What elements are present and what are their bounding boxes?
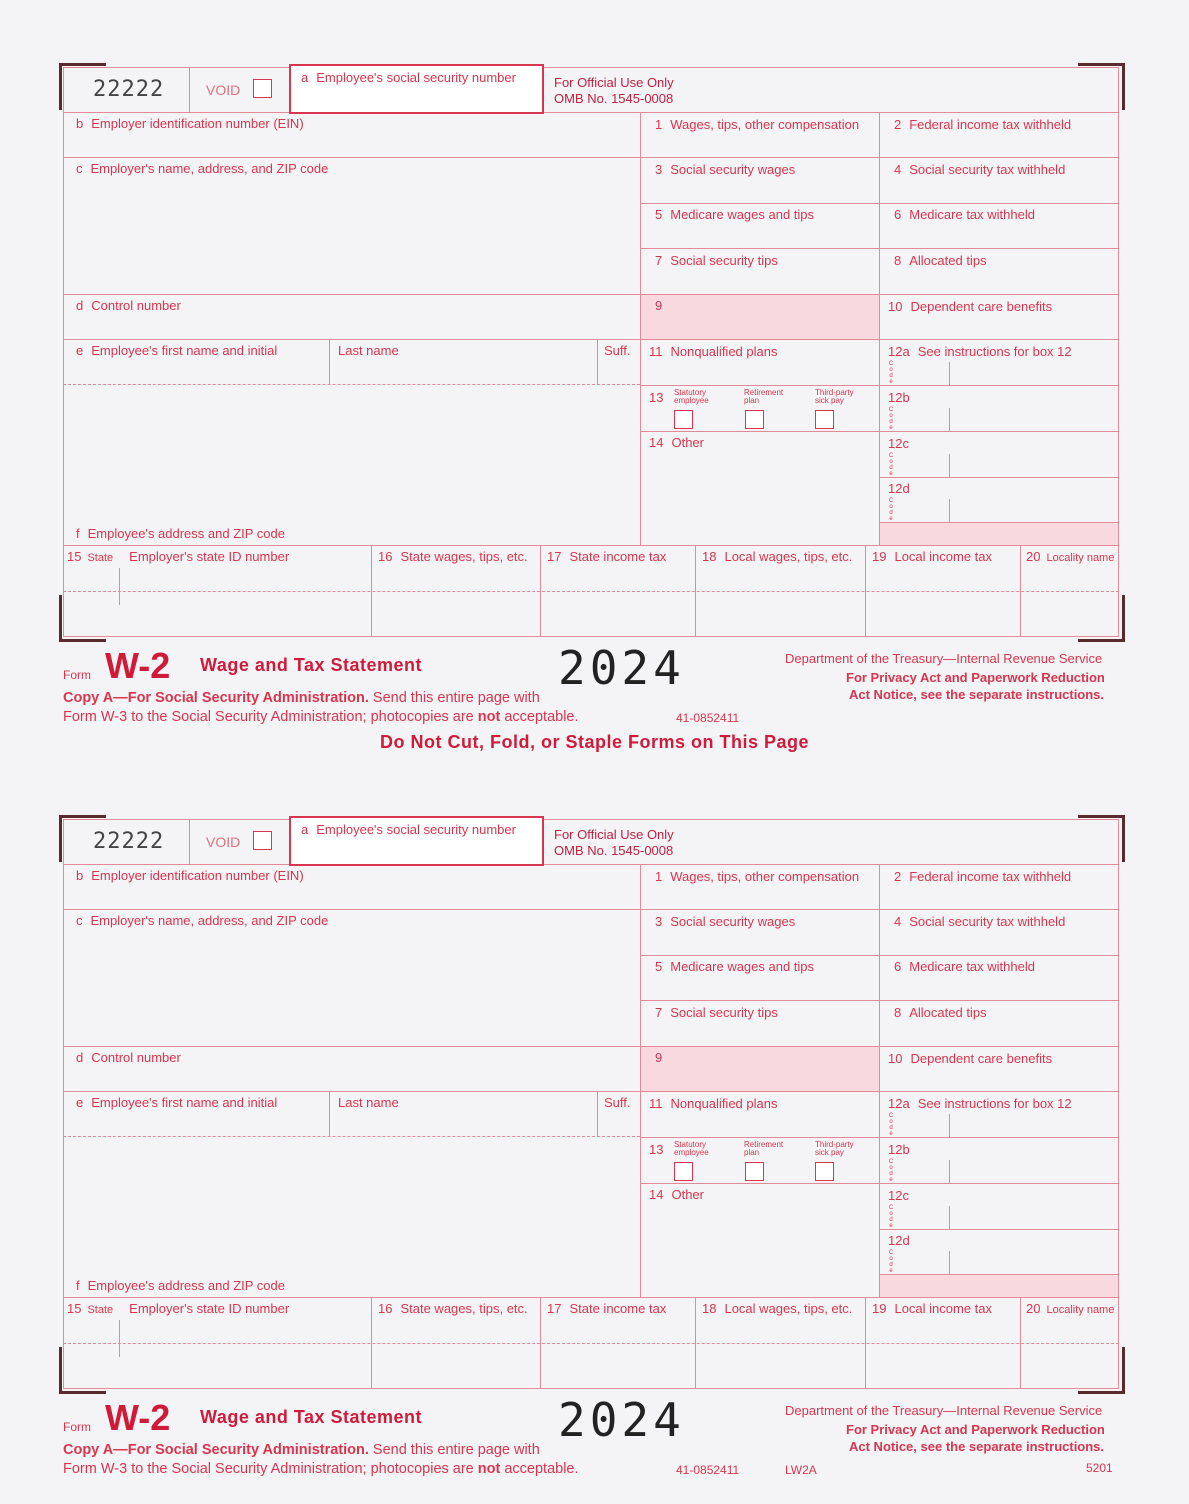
box-12c-label: 12c	[888, 436, 909, 451]
retirement-checkbox[interactable]	[745, 1162, 764, 1181]
box-11-label: 11 Nonqualified plans	[649, 1096, 778, 1111]
corner-mark	[1078, 595, 1125, 642]
corner-mark	[59, 595, 106, 642]
code-letters: C o d e	[888, 361, 894, 385]
box-12d-label: 12d	[888, 1233, 910, 1248]
box-17-label: 17 State income tax	[547, 1301, 667, 1316]
official-use: For Official Use Only	[554, 827, 674, 842]
box-16-label: 16 State wages, tips, etc.	[378, 549, 528, 564]
page-code: 5201	[1086, 1461, 1113, 1475]
box-12a-label: 12a See instructions for box 12	[888, 344, 1072, 359]
box-11-label: 11 Nonqualified plans	[649, 344, 778, 359]
box-20-label: 20 Locality name	[1026, 1301, 1115, 1316]
box-19-label: 19 Local income tax	[872, 1301, 993, 1316]
third-party-label: Third-party sick pay	[815, 1140, 854, 1157]
void-checkbox[interactable]	[253, 831, 272, 850]
box-4-label: 4 Social security tax withheld	[894, 914, 1066, 929]
dept-treasury: Department of the Treasury—Internal Revenue Service	[785, 1403, 1103, 1418]
form-word: Form	[63, 668, 91, 682]
tax-year: 2024	[558, 1393, 685, 1447]
form-title: Wage and Tax Statement	[200, 655, 423, 675]
box-14-label: 14 Other	[649, 1187, 704, 1202]
retirement-label: Retirement plan	[744, 388, 784, 405]
box-12a-label: 12a See instructions for box 12	[888, 1096, 1072, 1111]
form-title: Wage and Tax Statement	[200, 1407, 423, 1427]
box-9-shade	[641, 295, 879, 339]
code-letters: C o d e	[888, 453, 894, 477]
box-18-label: 18 Local wages, tips, etc.	[702, 549, 853, 564]
box-12c-label: 12c	[888, 1188, 909, 1203]
box-8-label: 8 Allocated tips	[894, 1005, 987, 1020]
official-use: For Official Use Only	[554, 75, 674, 90]
last-name-label: Last name	[338, 1095, 399, 1110]
box-12d-label: 12d	[888, 481, 910, 496]
box-17-label: 17 State income tax	[547, 549, 667, 564]
privacy-notice-2: Act Notice, see the separate instructions.	[849, 1439, 1105, 1454]
code-letters: C o d e	[888, 1159, 894, 1183]
box-10-label: 10 Dependent care benefits	[888, 299, 1053, 314]
void-label: VOID	[206, 82, 241, 98]
box-c-label: c Employer's name, address, and ZIP code	[76, 161, 329, 176]
omb-number: OMB No. 1545-0008	[554, 843, 674, 858]
box-12b-label: 12b	[888, 390, 910, 405]
copy-a-line-1: Copy A—For Social Security Administration. Send this entire page with	[63, 690, 540, 706]
void-checkbox[interactable]	[253, 79, 272, 98]
code-letters: C o d e	[888, 407, 894, 431]
box-13-label: 13	[649, 390, 664, 405]
box-14-label: 14 Other	[649, 435, 704, 450]
box-c-label: c Employer's name, address, and ZIP code	[76, 913, 329, 928]
box-12-shade	[880, 523, 1118, 545]
last-name-label: Last name	[338, 343, 399, 358]
w2-form-bottom	[0, 752, 1189, 1504]
suffix-label: Suff.	[604, 1095, 631, 1110]
code-letters: C o d e	[888, 498, 894, 522]
dept-treasury: Department of the Treasury—Internal Revenue Service	[785, 651, 1103, 666]
omb-number: OMB No. 1545-0008	[554, 91, 674, 106]
box-5-label: 5 Medicare wages and tips	[655, 207, 815, 222]
void-label: VOID	[206, 834, 241, 850]
code-letters: C o d e	[888, 1250, 894, 1274]
corner-mark	[1078, 1347, 1125, 1394]
form-name: W-2	[105, 645, 171, 686]
code-letters: C o d e	[888, 1205, 894, 1229]
form-name: W-2	[105, 1397, 171, 1438]
code-letters: C o d e	[888, 1113, 894, 1137]
box-5-label: 5 Medicare wages and tips	[655, 959, 815, 974]
box-a-label: a Employee's social security number	[301, 822, 516, 837]
box-12b-label: 12b	[888, 1142, 910, 1157]
statutory-checkbox[interactable]	[674, 410, 693, 429]
third-party-checkbox[interactable]	[815, 1162, 834, 1181]
catalog-number: 41-0852411	[676, 711, 740, 725]
box-f-label: f Employee's address and ZIP code	[76, 1278, 285, 1293]
box-d-label: d Control number	[76, 298, 181, 313]
privacy-notice-1: For Privacy Act and Paperwork Reduction	[846, 670, 1105, 685]
third-party-checkbox[interactable]	[815, 410, 834, 429]
statutory-label: Statutory employee	[674, 388, 709, 405]
privacy-notice-2: Act Notice, see the separate instructions.	[849, 687, 1105, 702]
form-code: 22222	[93, 829, 165, 854]
box-20-label: 20 Locality name	[1026, 549, 1115, 564]
box-9-label: 9	[655, 298, 663, 313]
box-19-label: 19 Local income tax	[872, 549, 993, 564]
box-d-label: d Control number	[76, 1050, 181, 1065]
retirement-checkbox[interactable]	[745, 410, 764, 429]
box-16-label: 16 State wages, tips, etc.	[378, 1301, 528, 1316]
box-e-label: e Employee's first name and initial	[76, 1095, 278, 1110]
box-7-label: 7 Social security tips	[655, 253, 778, 268]
box-a-label: a Employee's social security number	[301, 70, 516, 85]
box-8-label: 8 Allocated tips	[894, 253, 987, 268]
box-4-label: 4 Social security tax withheld	[894, 162, 1066, 177]
box-2-label: 2 Federal income tax withheld	[894, 117, 1072, 132]
box-9-shade	[641, 1047, 879, 1091]
corner-mark	[1078, 815, 1125, 862]
box-6-label: 6 Medicare tax withheld	[894, 207, 1035, 222]
statutory-checkbox[interactable]	[674, 1162, 693, 1181]
corner-mark	[1078, 63, 1125, 110]
copy-a-line-2: Form W-3 to the Social Security Administration; photocopies are not acceptable.	[63, 1461, 579, 1477]
box-3-label: 3 Social security wages	[655, 162, 796, 177]
box-2-label: 2 Federal income tax withheld	[894, 869, 1072, 884]
box-3-label: 3 Social security wages	[655, 914, 796, 929]
tax-year: 2024	[558, 641, 685, 695]
form-code: 22222	[93, 77, 165, 102]
box-f-label: f Employee's address and ZIP code	[76, 526, 285, 541]
catalog-number: 41-0852411	[676, 1463, 740, 1477]
statutory-label: Statutory employee	[674, 1140, 709, 1157]
third-party-label: Third-party sick pay	[815, 388, 854, 405]
do-not-cut-warning: Do Not Cut, Fold, or Staple Forms on This Page	[379, 732, 809, 752]
lw-code: LW2A	[785, 1463, 817, 1477]
box-12-shade	[880, 1275, 1118, 1297]
box-9-label: 9	[655, 1050, 663, 1065]
box-6-label: 6 Medicare tax withheld	[894, 959, 1035, 974]
box-13-label: 13	[649, 1142, 664, 1157]
box-b-label: b Employer identification number (EIN)	[76, 868, 304, 883]
box-15-label: 15 State Employer's state ID number	[67, 549, 290, 564]
box-10-label: 10 Dependent care benefits	[888, 1051, 1053, 1066]
copy-a-line-1: Copy A—For Social Security Administration. Send this entire page with	[63, 1442, 540, 1458]
box-15-label: 15 State Employer's state ID number	[67, 1301, 290, 1316]
retirement-label: Retirement plan	[744, 1140, 784, 1157]
box-18-label: 18 Local wages, tips, etc.	[702, 1301, 853, 1316]
box-e-label: e Employee's first name and initial	[76, 343, 278, 358]
suffix-label: Suff.	[604, 343, 631, 358]
box-1-label: 1 Wages, tips, other compensation	[655, 869, 860, 884]
privacy-notice-1: For Privacy Act and Paperwork Reduction	[846, 1422, 1105, 1437]
form-word: Form	[63, 1420, 91, 1434]
box-b-label: b Employer identification number (EIN)	[76, 116, 304, 131]
copy-a-line-2: Form W-3 to the Social Security Administration; photocopies are not acceptable.	[63, 709, 579, 725]
corner-mark	[59, 1347, 106, 1394]
box-1-label: 1 Wages, tips, other compensation	[655, 117, 860, 132]
box-7-label: 7 Social security tips	[655, 1005, 778, 1020]
